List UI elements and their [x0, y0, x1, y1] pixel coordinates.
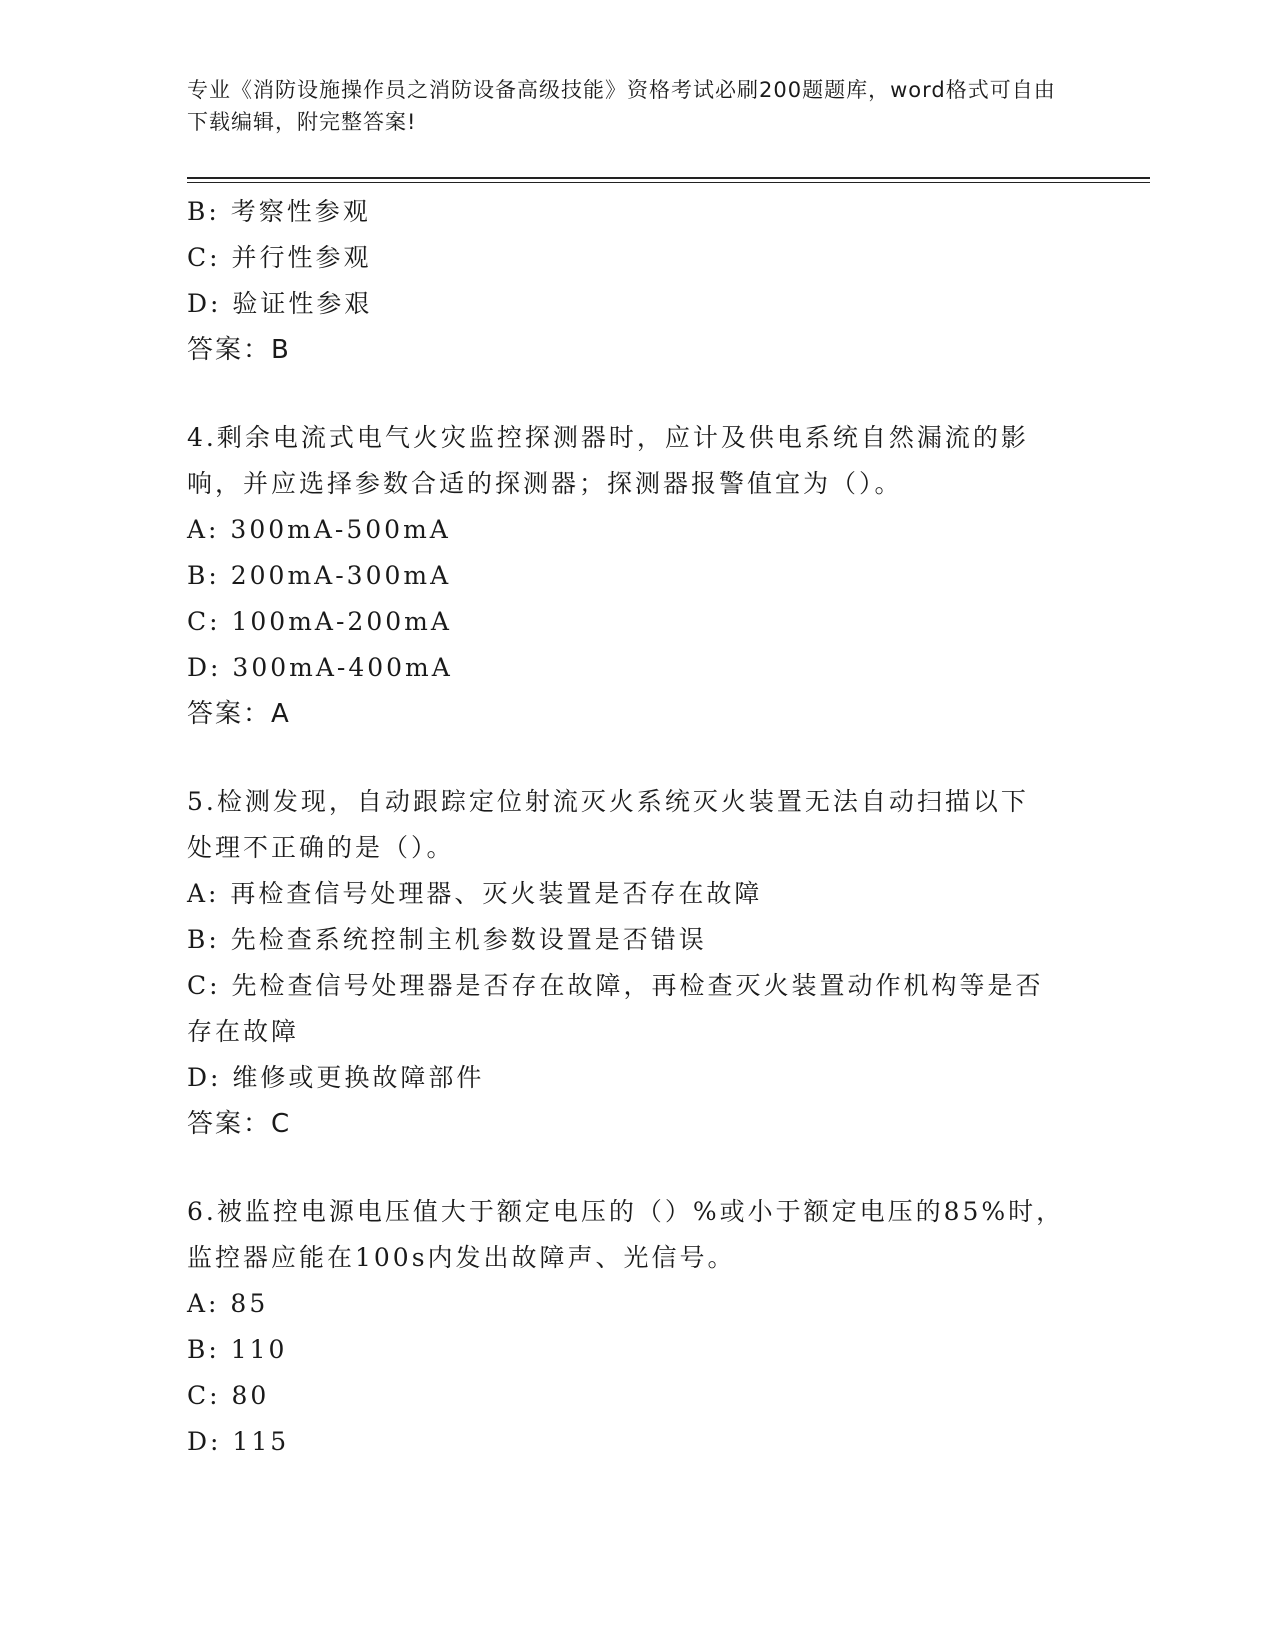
question-stem-line: 6.被监控电源电压值大于额定电压的（）%或小于额定电压的85%时， — [187, 1197, 1065, 1226]
option-c: C: 并行性参观 — [187, 243, 372, 272]
option-a: A: 300mA-500mA — [187, 515, 451, 544]
option-c: C: 80 — [187, 1381, 270, 1410]
header-divider-thick — [187, 177, 1150, 179]
question-4 — [187, 415, 1087, 737]
option-c: C: 100mA-200mA — [187, 607, 452, 636]
question-5 — [187, 779, 1087, 1147]
option-d: D: 300mA-400mA — [187, 653, 453, 682]
question-content — [187, 189, 1087, 1465]
option-b: B: 200mA-300mA — [187, 561, 452, 590]
option-a: A: 85 — [187, 1289, 269, 1318]
page-header-title: 专业《消防设施操作员之消防设备高级技能》资格考试必刷200题题库，word格式可自由下载编辑，附完整答案! — [187, 78, 1056, 134]
option-c-continued: 存在故障 — [187, 1017, 300, 1046]
answer-line: 答案：C — [187, 1109, 292, 1139]
question-6 — [187, 1189, 1087, 1465]
header-divider-thin — [187, 182, 1150, 183]
option-b: B: 先检查系统控制主机参数设置是否错误 — [187, 925, 707, 954]
answer-line: 答案：A — [187, 699, 291, 729]
option-d: D: 验证性参艰 — [187, 289, 373, 318]
spacer — [187, 373, 1087, 415]
option-d: D: 维修或更换故障部件 — [187, 1063, 485, 1092]
question-stem-line: 监控器应能在100s内发出故障声、光信号。 — [187, 1243, 736, 1272]
question-stem-line: 4.剩余电流式电气火灾监控探测器时，应计及供电系统自然漏流的影 — [187, 423, 1029, 452]
answer-line: 答案：B — [187, 335, 291, 365]
question-stem-line: 5.检测发现，自动跟踪定位射流灭火系统灭火装置无法自动扫描以下 — [187, 787, 1029, 816]
spacer — [187, 1147, 1087, 1189]
spacer — [187, 737, 1087, 779]
question-stem-line: 处理不正确的是（）。 — [187, 833, 455, 862]
option-c: C: 先检查信号处理器是否存在故障，再检查灭火装置动作机构等是否 — [187, 971, 1044, 1000]
question-stem-line: 响，并应选择参数合适的探测器；探测器报警值宜为（）。 — [187, 469, 903, 498]
option-a: A: 再检查信号处理器、灭火装置是否存在故障 — [187, 879, 763, 908]
option-d: D: 115 — [187, 1427, 290, 1456]
question-3-options — [187, 189, 1087, 373]
option-b: B: 考察性参观 — [187, 197, 371, 226]
option-b: B: 110 — [187, 1335, 288, 1364]
